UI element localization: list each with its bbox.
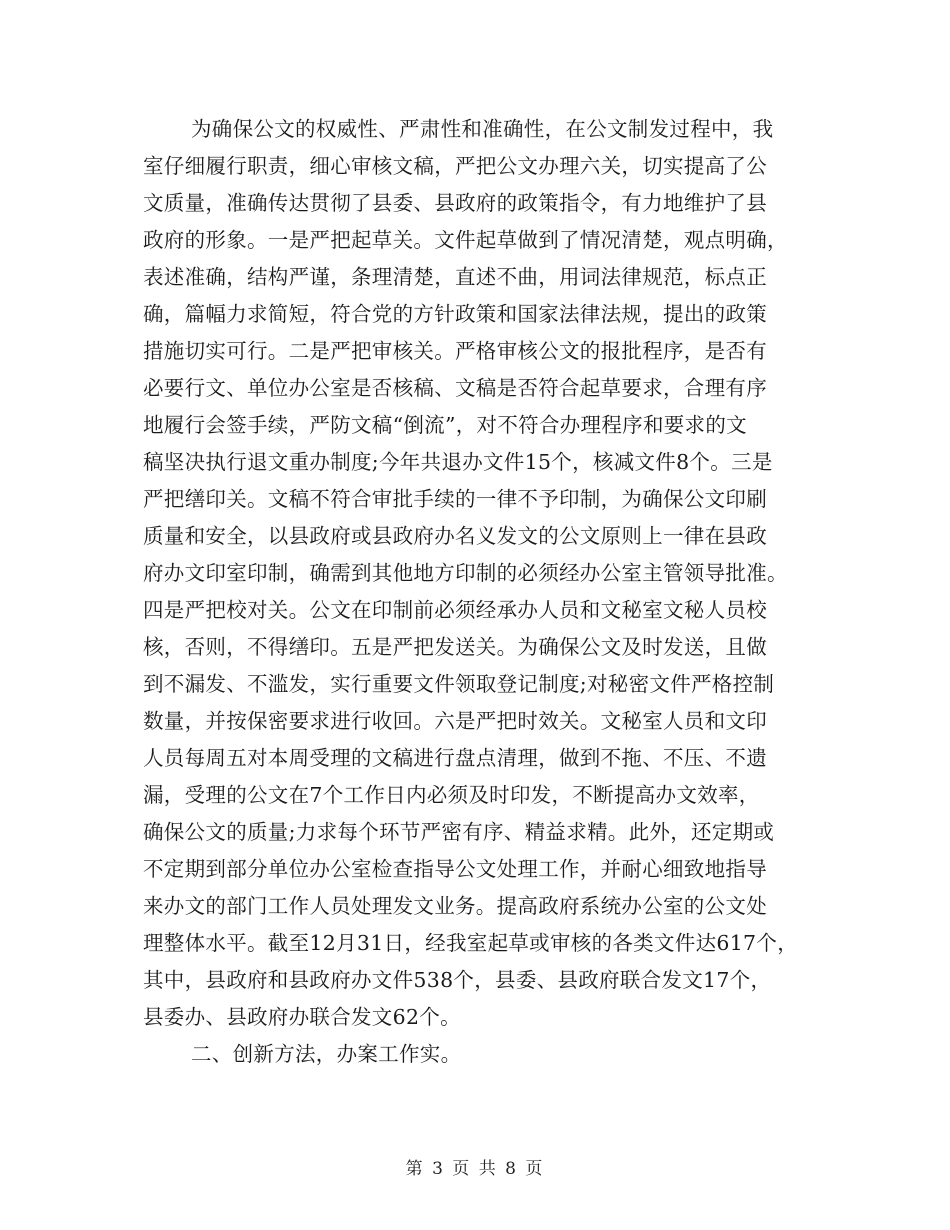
- paragraph-line: 到不漏发、不滥发，实行重要文件领取登记制度;对秘密文件严格控制: [143, 672, 775, 696]
- paragraph-line: 确，篇幅力求简短，符合党的方针政策和国家法律法规，提出的政策: [143, 302, 767, 326]
- paragraph-line: 质量和安全，以县政府或县政府办名义发文的公文原则上一律在县政: [143, 524, 767, 548]
- paragraph-line: 其中，县政府和县政府办文件538个，县委、县政府联合发文17个，: [143, 968, 772, 992]
- paragraph-line: 严把缮印关。文稿不符合审批手续的一律不予印制，为确保公文印刷: [143, 487, 767, 511]
- paragraph-line: 府办文印室印制，确需到其他地方印制的必须经办公室主管领导批准。: [143, 561, 788, 585]
- paragraph-line: 理整体水平。截至12月31日，经我室起草或审核的各类文件达617个，: [143, 931, 798, 955]
- paragraph-line: 必要行文、单位办公室是否核稿、文稿是否符合起草要求，合理有序: [143, 376, 767, 400]
- paragraph-line: 为确保公文的权威性、严肃性和准确性，在公文制发过程中，我: [191, 117, 774, 141]
- paragraph-line: 核，否则，不得缮印。五是严把发送关。为确保公文及时发送，且做: [143, 635, 767, 659]
- paragraph-line: 表述准确，结构严谨，条理清楚，直述不曲，用词法律规范，标点正: [143, 265, 767, 289]
- paragraph-line: 来办文的部门工作人员处理发文业务。提高政府系统办公室的公文处: [143, 894, 767, 918]
- paragraph-line: 地履行会签手续，严防文稿“倒流”，对不符合办理程序和要求的文: [143, 413, 747, 437]
- paragraph-line: 人员每周五对本周受理的文稿进行盘点清理，做到不拖、不压、不遗: [143, 746, 767, 770]
- paragraph-line: 文质量，准确传达贯彻了县委、县政府的政策指令，有力地维护了县: [143, 191, 767, 215]
- paragraph-line: 四是严把校对关。公文在印制前必须经承办人员和文秘室文秘人员校: [143, 598, 767, 622]
- paragraph-line: 县委办、县政府办联合发文62个。: [143, 1005, 461, 1029]
- paragraph-line: 漏，受理的公文在7个工作日内必须及时印发，不断提高办文效率，: [143, 783, 760, 807]
- paragraph-line: 室仔细履行职责，细心审核文稿，严把公文办理六关，切实提高了公: [143, 154, 767, 178]
- section-heading: 二、创新方法，办案工作实。: [191, 1042, 462, 1066]
- paragraph-line: 不定期到部分单位办公室检查指导公文处理工作，并耐心细致地指导: [143, 857, 767, 881]
- paragraph-line: 措施切实可行。二是严把审核关。严格审核公文的报批程序，是否有: [143, 339, 767, 363]
- paragraph-line: 政府的形象。一是严把起草关。文件起草做到了情况清楚，观点明确，: [143, 228, 788, 252]
- paragraph-line: 稿坚决执行退文重办制度;今年共退办文件15个，核减文件8个。三是: [143, 450, 773, 474]
- paragraph-line: 数量，并按保密要求进行收回。六是严把时效关。文秘室人员和文印: [143, 709, 767, 733]
- page-number-footer: 第 3 页 共 8 页: [405, 1159, 545, 1179]
- paragraph-line: 确保公文的质量;力求每个环节严密有序、精益求精。此外，还定期或: [143, 820, 775, 844]
